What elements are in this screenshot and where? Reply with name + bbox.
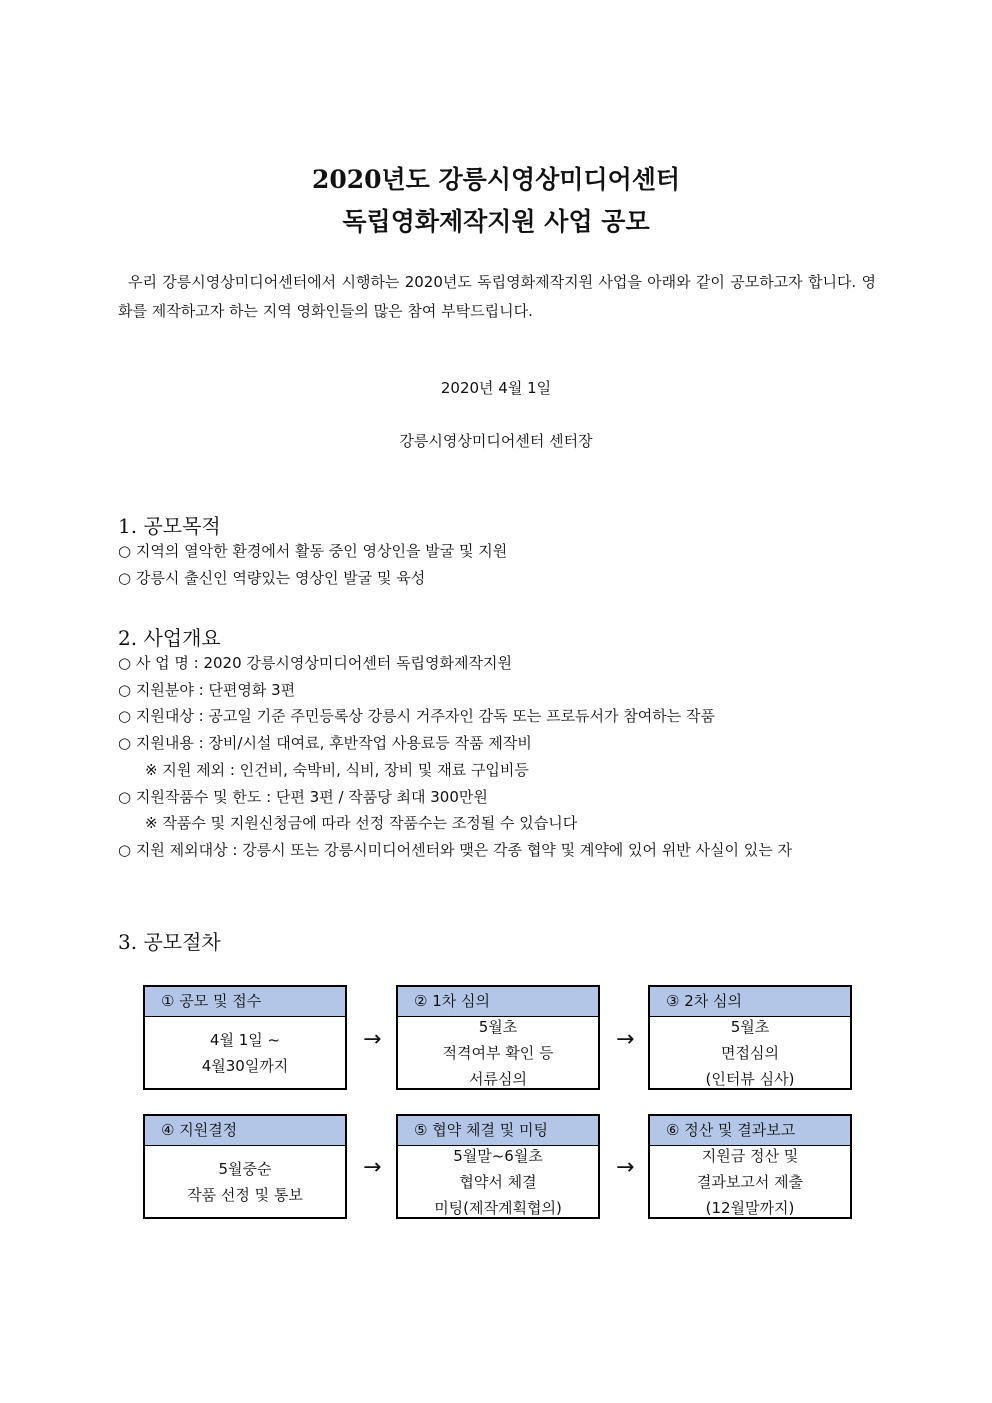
list-note: ※ 작품수 및 지원신청금에 따라 선정 작품수는 조정될 수 있습니다 [145, 814, 578, 833]
list-item: ○ 지원분야 : 단편영화 3편 [118, 680, 296, 699]
arrow-right-icon: → [363, 1155, 382, 1180]
document-title-line1: 2020년도 강릉시영상미디어센터 [311, 165, 681, 194]
process-step-box [396, 985, 600, 1090]
announcement-date: 2020년 4월 1일 [440, 379, 552, 397]
process-step-box [648, 1114, 852, 1219]
list-item: ○ 사 업 명 : 2020 강릉시영상미디어센터 독립영화제작지원 [118, 654, 512, 672]
process-step-title: ① 공모 및 접수 [145, 987, 345, 1017]
process-step-line: (12월말까지) [705, 1198, 795, 1217]
document-title-line2: 독립영화제작지원 사업 공모 [342, 207, 650, 236]
process-step-line: 미팅(제작계획협의) [434, 1198, 562, 1217]
section2-heading: 2. 사업개요 [118, 626, 221, 650]
process-step-line: (인터뷰 심사) [705, 1069, 795, 1088]
process-step-line: 적격여부 확인 등 [442, 1043, 554, 1062]
process-step-body [650, 1146, 850, 1217]
process-step-body [145, 1146, 345, 1217]
process-step-line: 5월중순 [218, 1159, 272, 1178]
process-step-body [398, 1146, 598, 1217]
process-step-line: 면접심의 [721, 1043, 779, 1062]
process-step-line: 지원금 정산 및 [701, 1146, 799, 1165]
process-step-line: 5월초 [730, 1017, 770, 1036]
arrow-right-icon: → [616, 1027, 635, 1052]
process-step-title: ⑥ 정산 및 결과보고 [650, 1116, 850, 1146]
arrow-right-icon: → [363, 1027, 382, 1052]
process-step-body [145, 1017, 345, 1088]
arrow-right-icon: → [616, 1155, 635, 1180]
process-step-title: ② 1차 심의 [398, 987, 598, 1017]
process-step-box [143, 1114, 347, 1219]
intro-paragraph: 우리 강릉시영상미디어센터에서 시행하는 2020년도 독립영화제작지원 사업을 아래와 같이 공모하고자 합니다. 영화를 제작하고자 하는 지역 영화인들의 많은 참여 부탁드립니다. [118, 273, 876, 320]
section1-heading: 1. 공모목적 [118, 514, 221, 538]
process-step-body [398, 1017, 598, 1088]
process-step-line: 5월말~6월초 [453, 1146, 543, 1165]
section1-list [118, 538, 878, 591]
process-step-line: 4월 1일 ~ [209, 1030, 281, 1049]
list-item: ○ 지원작품수 및 한도 : 단편 3편 / 작품당 최대 300만원 [118, 787, 488, 806]
list-item: ○ 지역의 열악한 환경에서 활동 중인 영상인을 발굴 및 지원 [118, 542, 508, 560]
process-step-line: 결과보고서 제출 [696, 1172, 804, 1191]
process-step-line: 5월초 [478, 1017, 518, 1036]
list-item: ○ 지원내용 : 장비/시설 대여료, 후반작업 사용료등 작품 제작비 [118, 734, 532, 753]
process-step-title: ③ 2차 심의 [650, 987, 850, 1017]
list-item: ○ 지원 제외대상 : 강릉시 또는 강릉시미디어센터와 맺은 각종 협약 및 계약에 있어 위반 사실이 있는 자 [118, 840, 793, 859]
process-step-line: 4월30일까지 [201, 1056, 289, 1075]
section2-list [118, 650, 878, 864]
process-step-title: ⑤ 협약 체결 및 미팅 [398, 1116, 598, 1146]
process-step-line: 작품 선정 및 통보 [187, 1185, 303, 1204]
signer: 강릉시영상미디어센터 센터장 [399, 432, 593, 450]
list-item: ○ 지원대상 : 공고일 기준 주민등록상 강릉시 거주자인 감독 또는 프로듀서가 참여하는 작품 [118, 707, 716, 726]
process-step-box [396, 1114, 600, 1219]
section3-heading: 3. 공모절차 [118, 930, 221, 954]
process-step-body [650, 1017, 850, 1088]
list-note: ※ 지원 제외 : 인건비, 숙박비, 식비, 장비 및 재료 구입비등 [145, 760, 529, 779]
process-step-title: ④ 지원결정 [145, 1116, 345, 1146]
process-step-line: 서류심의 [469, 1069, 527, 1088]
process-step-box [143, 985, 347, 1090]
process-step-line: 협약서 체결 [459, 1172, 537, 1191]
list-item: ○ 강릉시 출신인 역량있는 영상인 발굴 및 육성 [118, 568, 426, 587]
process-step-box [648, 985, 852, 1090]
